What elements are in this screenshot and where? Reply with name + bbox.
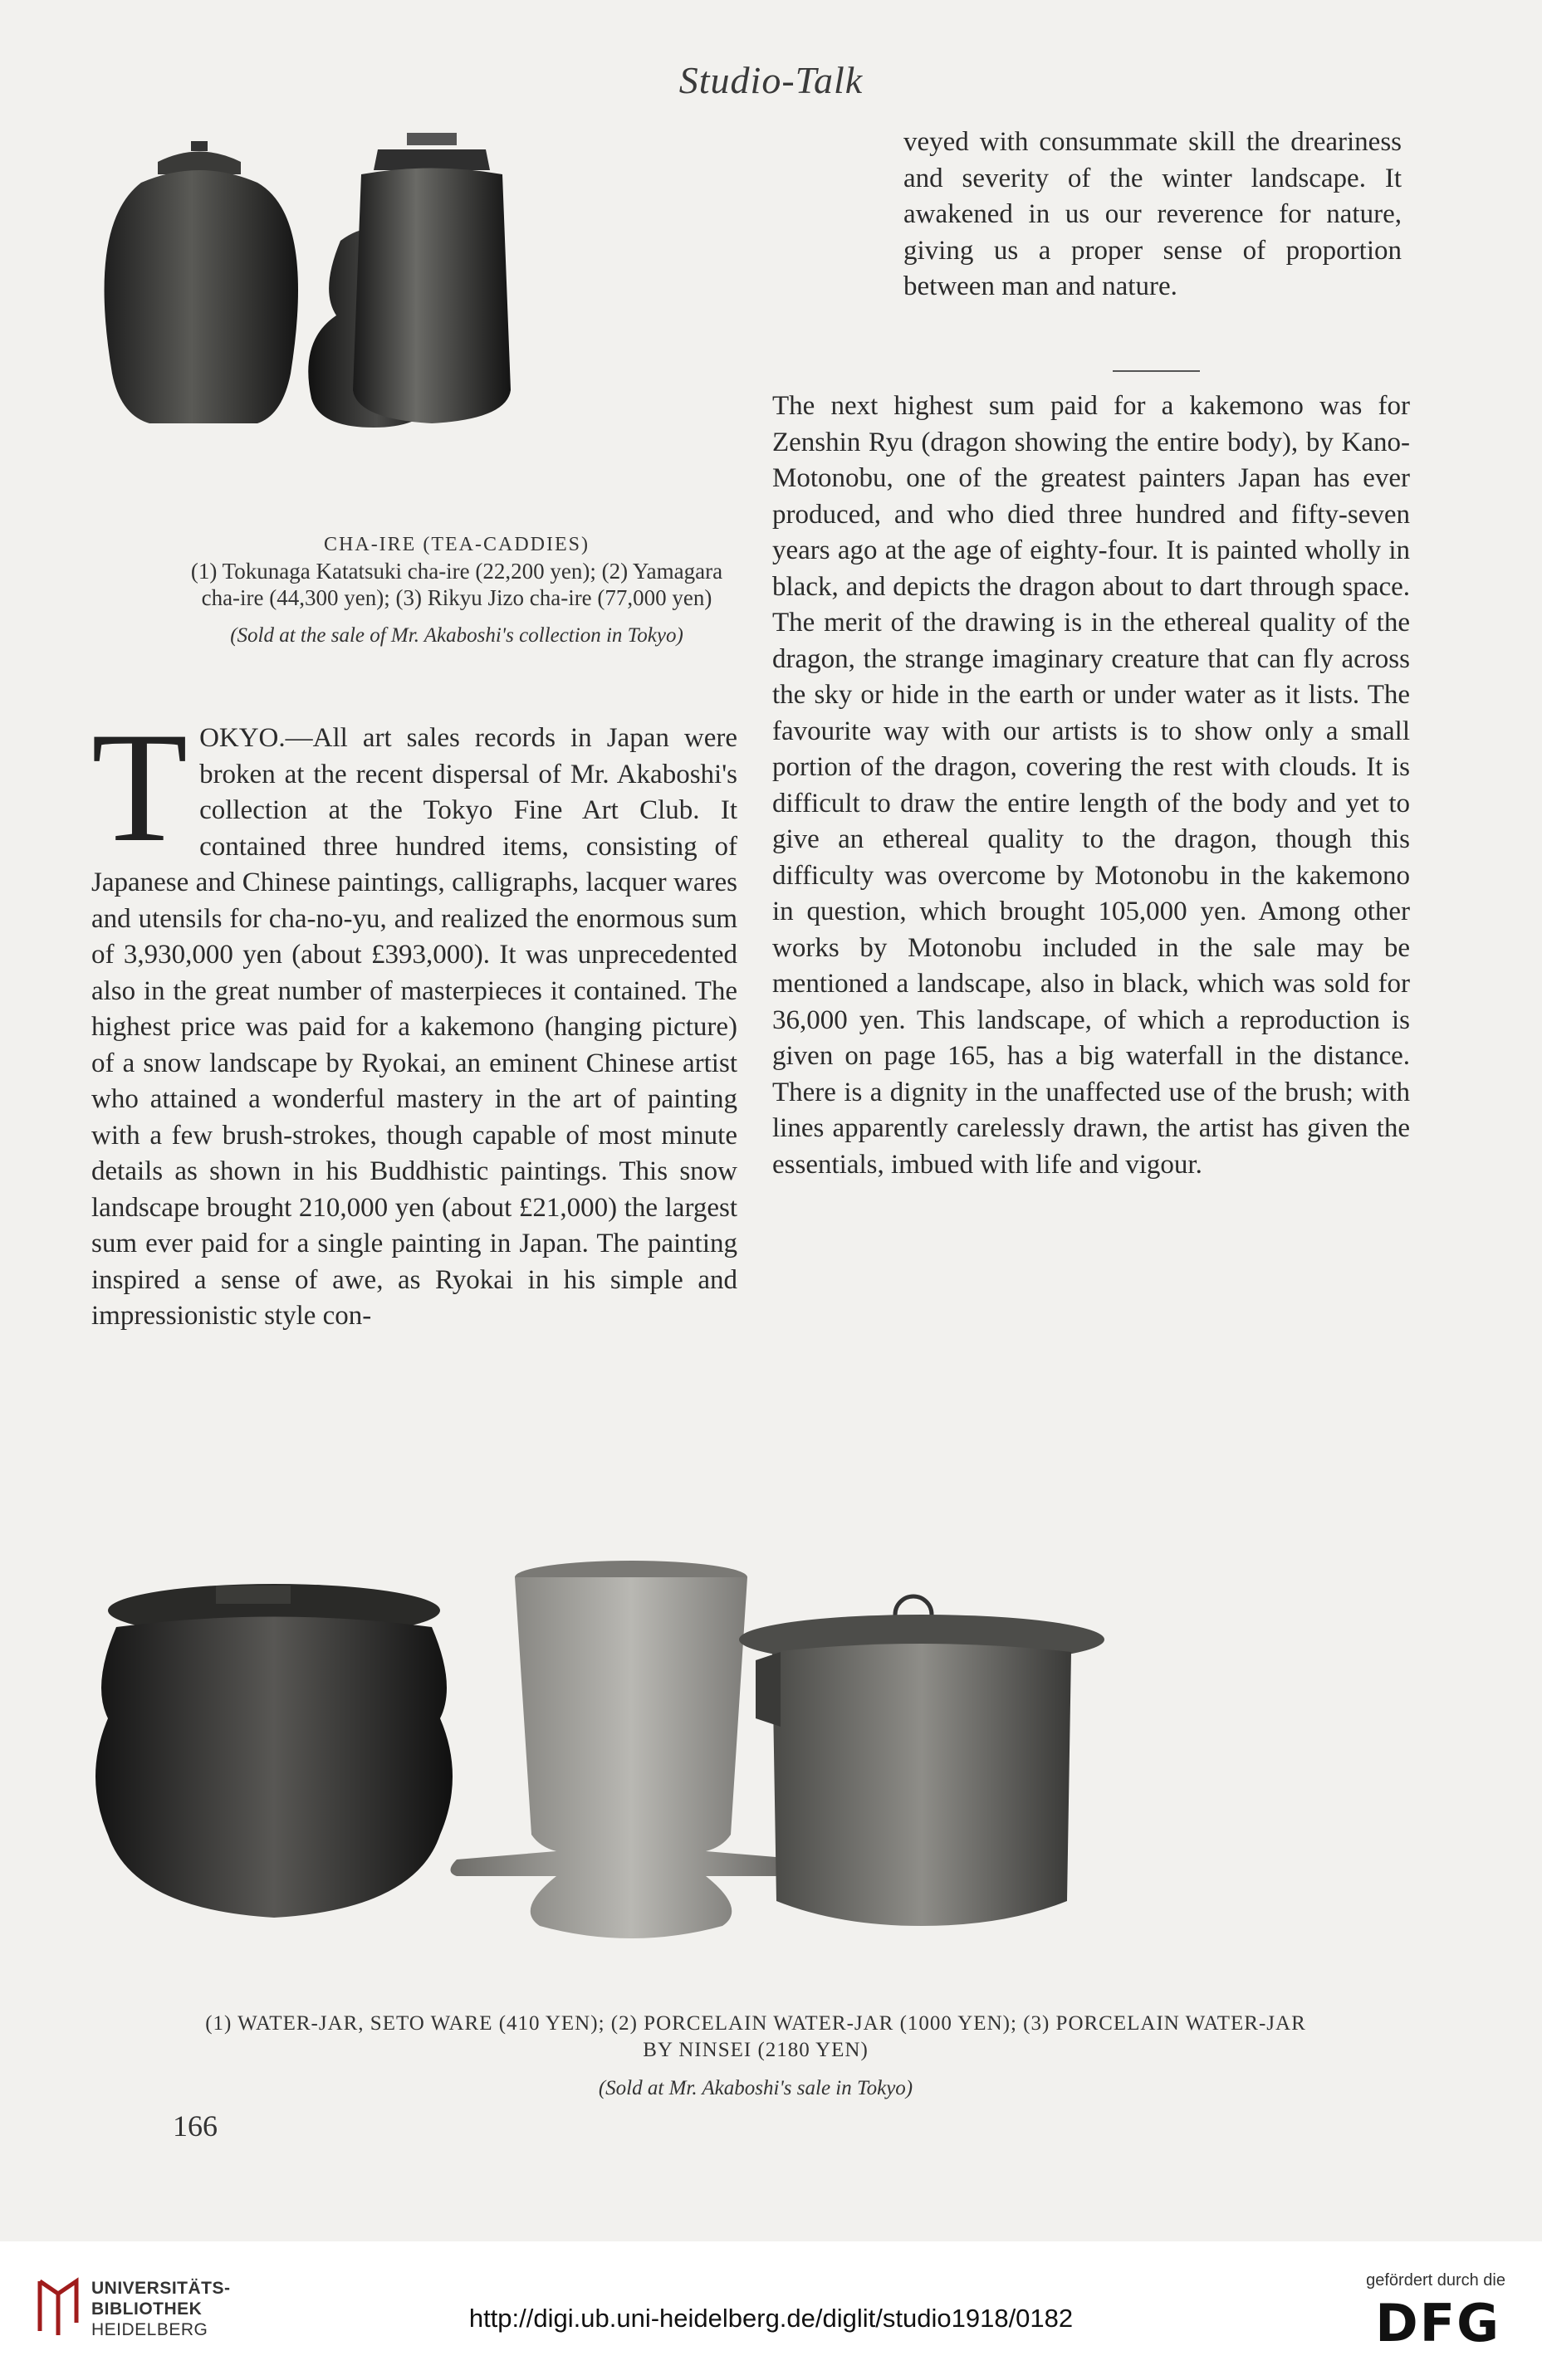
right-column-top bbox=[903, 125, 1402, 305]
drop-cap: T bbox=[91, 701, 188, 875]
tea-caddies-photo bbox=[91, 125, 839, 523]
paragraph-tokyo: OKYO.—All art sales records in Japan were broken at the recent dispersal of Mr. Akaboshi's collection at the Tokyo Fine Art Club. It contained three hundred items, consisting of Japanese and Chinese paintings, calligraphs, lacquer wares and utensils for cha-no-yu, and realized the enormous sum of 3,930,000 yen (about £393,000). It was unprecedented also in the great number of masterpieces it contained. The highest price was paid for a kakemono (hanging picture) of a snow landscape by Ryokai, an eminent Chinese artist who attained a wonderful mastery in the art of painting with a few brush-strokes, though capable of most minute details as shown in his Buddhistic paintings. This snow landscape brought 210,000 yen (about £21,000) the largest sum ever paid for a single painting in Japan. The painting inspired a sense of awe, as Ryokai in his simple and impressionistic style con- bbox=[91, 723, 737, 1331]
section-rule bbox=[1113, 370, 1200, 372]
left-column bbox=[91, 701, 737, 1335]
paragraph-continued: veyed with consummate skill the dreariness and severity of the winter landscape. It awakened in us our reverence for nature, giving us a proper sense of proportion between man and nature. bbox=[903, 127, 1402, 301]
right-column-kakemono bbox=[772, 389, 1410, 1183]
bottom-figure-line-1: (1) WATER-JAR, SETO WARE (410 YEN); (2) PORCELAIN WATER-JAR (1000 YEN); (3) PORCELAIN WATER-JAR bbox=[205, 2012, 1306, 2035]
dfg-logo: DFG bbox=[1375, 2293, 1500, 2353]
library-name-line-3: HEIDELBERG bbox=[91, 2320, 208, 2339]
top-figure-line-1: (1) Tokunaga Katatsuki cha-ire (22,200 yen); (2) Yamagara bbox=[190, 559, 723, 584]
bottom-figure-caption bbox=[91, 2011, 1420, 2102]
library-name-line-2: BIBLIOTHEK bbox=[91, 2299, 203, 2319]
bottom-figure-sold-note: (Sold at Mr. Akaboshi's sale in Tokyo) bbox=[598, 2077, 913, 2099]
footer-bar bbox=[0, 2241, 1542, 2380]
top-figure-caption bbox=[91, 531, 822, 649]
top-figure-sold-note: (Sold at the sale of Mr. Akaboshi's collection in Tokyo) bbox=[230, 624, 683, 647]
top-figure-title: CHA-IRE (TEA-CADDIES) bbox=[324, 534, 590, 555]
top-figure-line-2: cha-ire (44,300 yen); (3) Rikyu Jizo cha-ire (77,000 yen) bbox=[201, 585, 712, 610]
bottom-figure-line-2: BY NINSEI (2180 YEN) bbox=[643, 2039, 869, 2061]
paragraph-kakemono: The next highest sum paid for a kakemono was for Zenshin Ryu (dragon showing the entire body), by Kano-Motonobu, one of the greatest painters Japan has ever produced, and who died three hundred and fifty-seven years ago at the age of eighty-four. It is painted wholly in black, and depicts the dragon about to dart through space. The merit of the drawing is in the ethereal quality of the dragon, the strange imaginary creature that can fly across the sky or hide in the earth or under water as it lists. The favourite way with our artists is to show only a small portion of the dragon, covering the rest with clouds. It is difficult to draw the entire length of the body and yet to give an ethereal quality to the dragon, though this difficulty was overcome by Motonobu in the kakemono in question, which brought 105,000 yen. Among other works by Motonobu included in the sale may be mentioned a landscape, also in black, which was sold for 36,000 yen. This landscape, of which a reproduction is given on page 165, has a big waterfall in the distance. There is a dignity in the unaffected use of the brush; with lines apparently carelessly drawn, the artist has given the essentials, imbued with life and vigour. bbox=[772, 391, 1410, 1180]
water-jars-photo bbox=[91, 1561, 1420, 1992]
page-number: 166 bbox=[173, 2109, 218, 2143]
funding-note: gefördert durch die bbox=[1366, 2271, 1505, 2290]
running-head: Studio-Talk bbox=[678, 59, 864, 101]
library-name-line-1: UNIVERSITÄTS- bbox=[91, 2279, 231, 2298]
permalink[interactable]: http://digi.ub.uni-heidelberg.de/diglit/studio1918/0182 bbox=[468, 2304, 1074, 2333]
